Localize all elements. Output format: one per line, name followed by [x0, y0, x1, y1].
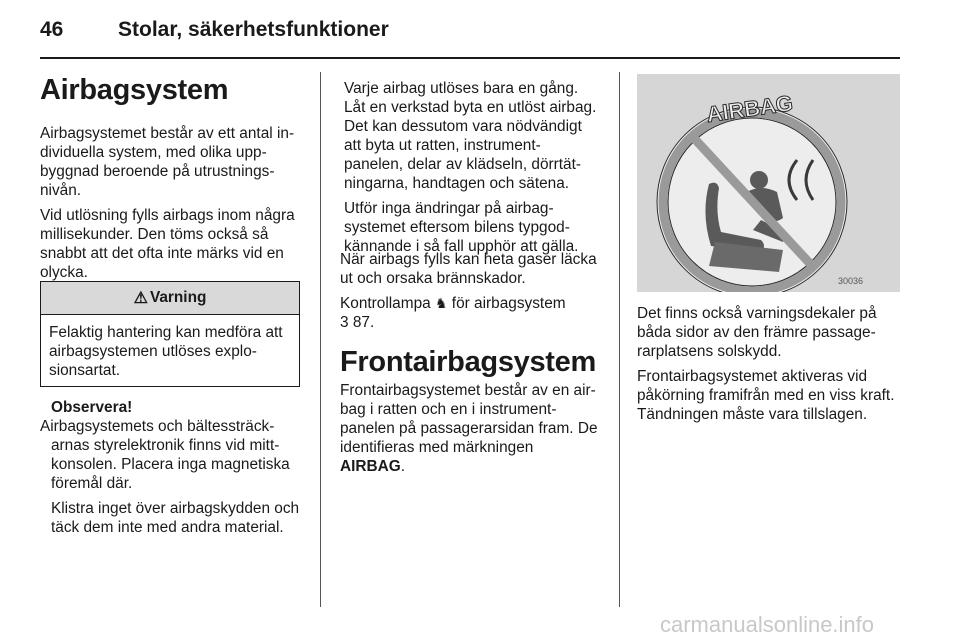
section-heading-airbagsystem: Airbagsystem: [40, 74, 229, 106]
header-rule: [40, 57, 900, 59]
col3-text: [637, 304, 905, 424]
col3-paragraph-2: Frontairbagsystemet aktiveras vid påkörning framifrån med en viss kraft. Tändningen måste vara tillslagen.: [637, 368, 895, 423]
image-reference-code: 30036: [838, 276, 864, 286]
note-section: [40, 398, 315, 537]
col1-text-top: [40, 124, 315, 282]
warning-box: [40, 281, 300, 387]
note-title: Observera!: [51, 399, 133, 416]
col2-paragraph-2: Utför inga ändringar på airbag- systemet eftersom bilens typgod- kännande i så fall upphör att gälla.: [344, 200, 579, 255]
col2-paragraph-1: Varje airbag utlöses bara en gång. Låt en verkstad byta en utlöst airbag. Det kan dessutom vara nödvändigt att byta ut ratten, instrument- panelen, delar av klädseln, dörrtät- ningarna, handtagen och sätena.: [344, 80, 597, 192]
col1-paragraph-1: Airbagsystemet består av ett antal in- dividuella system, med olika upp- byggnad beroende på utrustnings- nivån.: [40, 125, 295, 199]
warning-title: Varning: [149, 289, 207, 306]
no-airbag-child-seat-image: [637, 74, 900, 292]
note-paragraph-2: Klistra inget över airbagskydden och täck dem inte med andra material.: [51, 500, 300, 536]
col2-paragraph-5: Frontairbagsystemet består av en air- bag i ratten och en i instrument- panelen på passagerarsidan fram. De identifieras med märkningen AIRBAG.: [340, 382, 598, 475]
column-divider-1: [320, 72, 321, 607]
warning-header: [41, 282, 299, 315]
warning-triangle-icon: ⚠: [133, 290, 148, 307]
watermark: carmanualsonline.info: [660, 612, 875, 637]
col2-paragraph-3: När airbags fylls kan heta gaser läcka ut och orsaka brännskador.: [340, 251, 597, 287]
page-number: 46: [40, 18, 64, 41]
note-paragraph-1: Airbagsystemets och bältessträck- arnas styrelektronik finns vid mitt- konsolen. Placera inga magnetiska föremål där.: [40, 418, 290, 492]
airbag-sticker-label: AIRBAG: [704, 90, 795, 128]
col2-text-mid: [340, 250, 615, 332]
page-header-title: Stolar, säkerhetsfunktioner: [118, 18, 389, 41]
col2-text-top: [344, 79, 612, 256]
col3-paragraph-1: Det finns också varningsdekaler på båda sidor av den främre passage- rarplatsens solskydd.: [637, 305, 877, 360]
section-heading-frontairbagsystem: Frontairbagsystem: [340, 346, 596, 378]
col1-paragraph-2: Vid utlösning fylls airbags inom några millisekunder. Den töms också så snabbt att det ofta inte märks vid en olycka.: [40, 207, 295, 281]
no-airbag-child-seat-icon: [637, 74, 900, 292]
column-divider-2: [619, 72, 620, 607]
warning-body: Felaktig hantering kan medföra att airbagsystemen utlöses explo- sionsartat.: [49, 324, 283, 379]
airbag-warning-lamp-icon: ♞: [434, 295, 448, 311]
col2-text-bottom: [340, 381, 615, 476]
col2-paragraph-4: Kontrollampa ♞ för airbagsystem 3 87.: [340, 295, 566, 331]
